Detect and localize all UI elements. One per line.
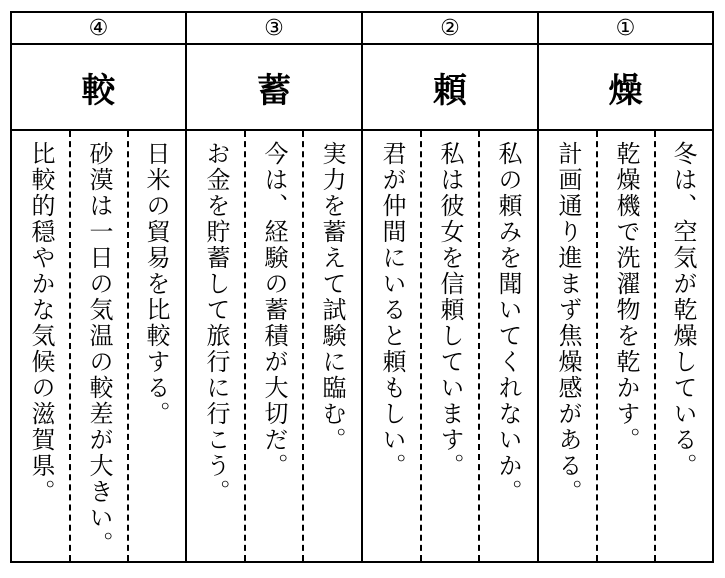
example-sentence: 私は彼女を信頼しています。 xyxy=(436,141,464,479)
kanji-column-2 xyxy=(363,13,537,561)
example-sentence: 乾燥機で洗濯物を乾かす。 xyxy=(612,141,640,453)
target-kanji: 較 xyxy=(81,70,116,111)
kanji-worksheet-table xyxy=(10,11,714,563)
column-number: ④ xyxy=(88,15,109,41)
example-sentence: 実力を蓄えて試験に臨む。 xyxy=(318,141,346,453)
column-number: ② xyxy=(440,15,460,41)
kanji-column-4 xyxy=(12,13,185,561)
example-sentence: 計画通り進まず焦燥感がある。 xyxy=(554,141,582,505)
kanji-column-1 xyxy=(539,13,712,561)
example-sentence: 比較的穏やかな気候の滋賀県。 xyxy=(27,141,55,505)
target-kanji: 頼 xyxy=(433,70,467,111)
example-sentence: 私の頼みを聞いてくれないか。 xyxy=(494,141,522,505)
example-sentence: 砂漠は一日の気温の較差が大きい。 xyxy=(85,141,113,557)
example-sentence: 君が仲間にいると頼もしい。 xyxy=(378,141,406,479)
column-number: ③ xyxy=(264,15,284,41)
target-kanji: 蓄 xyxy=(257,70,291,111)
column-number: ① xyxy=(615,15,636,41)
target-kanji: 燥 xyxy=(608,70,643,111)
example-sentence: 日米の貿易を比較する。 xyxy=(142,141,170,427)
example-sentence: 冬は、空気が乾燥している。 xyxy=(669,141,697,479)
kanji-column-3 xyxy=(187,13,361,561)
example-sentence: お金を貯蓄して旅行に行こう。 xyxy=(202,141,230,505)
example-sentence: 今は、経験の蓄積が大切だ。 xyxy=(260,141,288,479)
